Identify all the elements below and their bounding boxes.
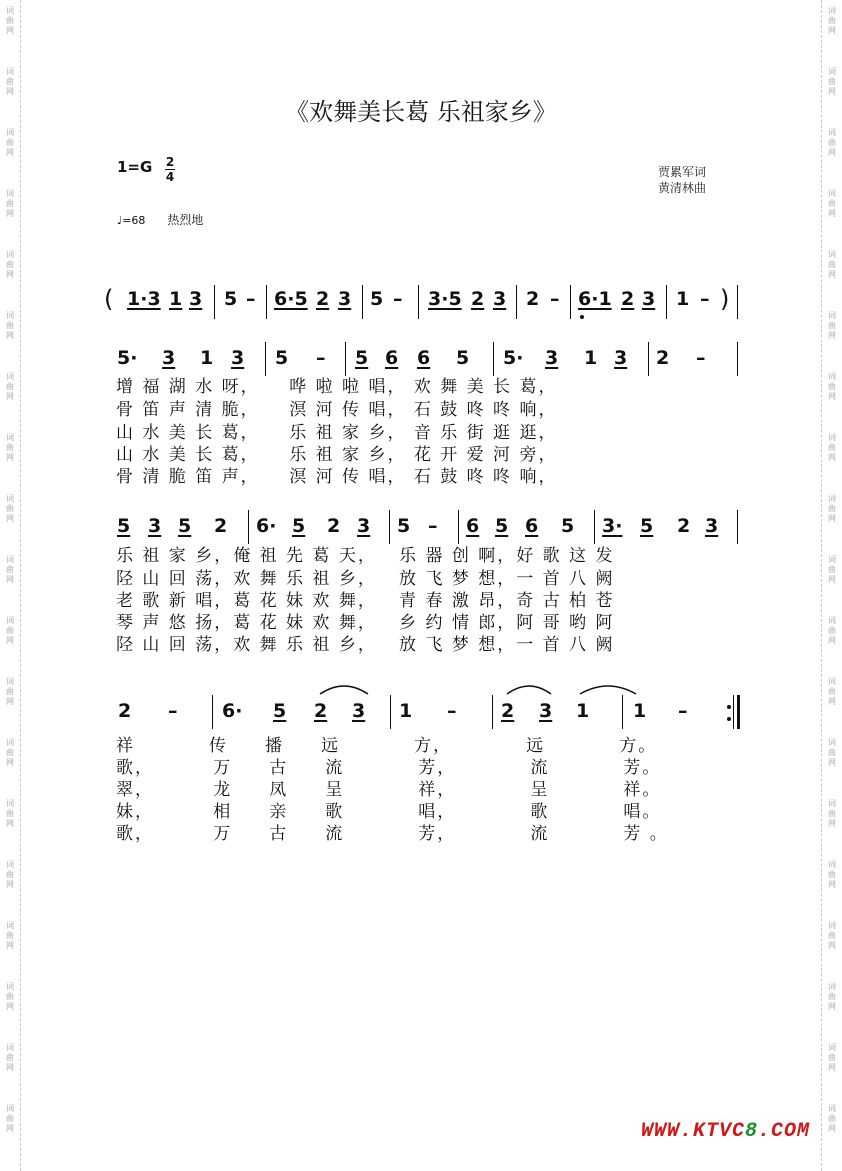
lyric-verse-4: 山 水 美 长 葛， 乐 祖 家 乡， 花 开 爱 河 旁，	[116, 445, 558, 465]
lyric-verse-3: 老 歌 新 唱，葛 花 妹 欢 舞， 青 春 激 昂，奇 古 柏 苍	[116, 591, 615, 611]
watermark-text: 词 曲 网	[828, 311, 836, 340]
watermark-text: 词 曲 网	[6, 6, 14, 35]
note: 6·	[256, 515, 277, 537]
watermark-text: 词 曲 网	[6, 250, 14, 279]
tempo-line	[117, 211, 203, 228]
mood-mark: 热烈地	[167, 213, 204, 227]
note: 3	[162, 347, 176, 369]
lyric-verse-1: 祥 传 播 远 方， 远 方。	[116, 736, 658, 756]
intro-staff	[0, 285, 842, 325]
note: 2	[621, 288, 635, 310]
watermark-text: 词 曲 网	[6, 1043, 14, 1072]
site-url-part: WWW.KTVC	[640, 1120, 745, 1143]
time-signature-bottom: 4	[165, 170, 175, 184]
watermark-text: 词 曲 网	[6, 738, 14, 767]
tempo-mark: ♩=68	[117, 214, 146, 227]
watermark-text: 词 曲 网	[828, 128, 836, 157]
note: 1	[200, 347, 214, 369]
watermark-text: 词 曲 网	[828, 189, 836, 218]
note: 6	[466, 515, 480, 537]
watermark-text: 词 曲 网	[828, 250, 836, 279]
note: 5	[561, 515, 575, 537]
final-barline	[737, 695, 740, 729]
watermark-text: 词 曲 网	[6, 616, 14, 645]
note: 1	[584, 347, 598, 369]
note: 5·	[503, 347, 524, 369]
note: 1·3	[127, 288, 161, 310]
note: 3	[189, 288, 203, 310]
time-signature-top: 2	[165, 155, 175, 169]
note: –	[696, 347, 706, 369]
barline	[570, 285, 571, 319]
staff-line-2	[0, 510, 842, 550]
watermark-text: 词 曲 网	[6, 921, 14, 950]
watermark-text: 词 曲 网	[6, 128, 14, 157]
watermark-text: 词 曲 网	[828, 6, 836, 35]
note: –	[246, 288, 256, 310]
watermark-text: 词 曲 网	[828, 494, 836, 523]
barline	[265, 342, 266, 376]
note: 3·5	[428, 288, 462, 310]
lyric-verse-4: 琴 声 悠 扬，葛 花 妹 欢 舞， 乡 约 情 郎，阿 哥 哟 阿	[116, 613, 615, 633]
note: –	[316, 347, 326, 369]
watermark-text: 词 曲 网	[828, 1104, 836, 1133]
watermark-text: 词 曲 网	[828, 677, 836, 706]
watermark-text: 词 曲 网	[828, 1043, 836, 1072]
watermark-text: 词 曲 网	[6, 1104, 14, 1133]
barline	[458, 510, 459, 544]
lyric-verse-5: 歌， 万 古 流 芳， 流 芳 。	[116, 824, 669, 844]
watermark-text: 词 曲 网	[828, 738, 836, 767]
watermark-text: 词 曲 网	[828, 372, 836, 401]
note: 2	[526, 288, 540, 310]
note: 2	[316, 288, 330, 310]
note: 5	[117, 515, 131, 537]
barline	[648, 342, 649, 376]
slur-mark	[318, 682, 370, 696]
key-signature: 1=G	[117, 158, 153, 176]
lyric-verse-3: 翠， 龙 凤 呈 祥， 呈 祥。	[116, 780, 662, 800]
note: 5	[640, 515, 654, 537]
watermark-text: 词 曲 网	[6, 555, 14, 584]
site-url-part: 8	[744, 1120, 758, 1143]
note: 5	[495, 515, 509, 537]
watermark-text: 词 曲 网	[6, 67, 14, 96]
note: 1	[633, 700, 647, 722]
barline	[248, 510, 249, 544]
note: 5	[292, 515, 306, 537]
note: –	[428, 515, 438, 537]
note: 1	[576, 700, 590, 722]
note: 2	[327, 515, 341, 537]
note: 6·5	[274, 288, 308, 310]
note: 1	[676, 288, 690, 310]
lyric-verse-2: 骨 笛 声 清 脆， 溟 河 传 唱， 石 鼓 咚 咚 响，	[116, 400, 558, 420]
watermark-text: 词 曲 网	[6, 189, 14, 218]
note: 5	[275, 347, 289, 369]
note: 2	[214, 515, 228, 537]
staff-line-3	[0, 695, 842, 735]
watermark-text: 词 曲 网	[828, 982, 836, 1011]
note: 5	[355, 347, 369, 369]
barline	[493, 342, 494, 376]
barline	[516, 285, 517, 319]
lyric-verse-1: 增 福 湖 水 呀， 哗 啦 啦 唱， 欢 舞 美 长 葛，	[116, 377, 558, 397]
watermark-text: 词 曲 网	[828, 616, 836, 645]
song-title: 《欢舞美长葛 乐祖家乡》	[285, 98, 557, 126]
note: 5	[224, 288, 238, 310]
intro-paren-open: (	[104, 285, 114, 313]
note: 2	[118, 700, 132, 722]
barline	[594, 510, 595, 544]
barline	[214, 285, 215, 319]
note: –	[168, 700, 178, 722]
barline	[622, 695, 623, 729]
barline	[418, 285, 419, 319]
note: 5	[370, 288, 384, 310]
time-signature	[165, 156, 175, 183]
watermark-text: 词 曲 网	[828, 555, 836, 584]
note: 1	[399, 700, 413, 722]
note: 3	[493, 288, 507, 310]
watermark-text: 词 曲 网	[828, 799, 836, 828]
watermark-text: 词 曲 网	[6, 677, 14, 706]
note: 5	[456, 347, 470, 369]
barline	[737, 342, 738, 376]
note: 3	[338, 288, 352, 310]
note: 6·	[222, 700, 243, 722]
note: 3	[231, 347, 245, 369]
note: –	[550, 288, 560, 310]
note: –	[447, 700, 457, 722]
note: 5	[273, 700, 287, 722]
note: –	[678, 700, 688, 722]
repeat-dot	[727, 705, 731, 709]
barline	[492, 695, 493, 729]
barline	[389, 510, 390, 544]
lyric-verse-1: 乐 祖 家 乡，俺 祖 先 葛 天， 乐 器 创 啊，好 歌 这 发	[116, 546, 615, 566]
lyric-verse-5: 陉 山 回 荡，欢 舞 乐 祖 乡， 放 飞 梦 想，一 首 八 阙	[116, 635, 615, 655]
note: 2	[656, 347, 670, 369]
barline	[390, 695, 391, 729]
note: 3	[539, 700, 553, 722]
note: 3	[705, 515, 719, 537]
note: 2	[501, 700, 515, 722]
watermark-text: 词 曲 网	[828, 67, 836, 96]
barline	[733, 695, 734, 729]
watermark-text: 词 曲 网	[6, 494, 14, 523]
note: 2	[677, 515, 691, 537]
note: 3	[352, 700, 366, 722]
note: 2	[471, 288, 485, 310]
lyric-verse-4: 妹， 相 亲 歌 唱， 歌 唱。	[116, 802, 662, 822]
lyric-verse-2: 歌， 万 古 流 芳， 流 芳。	[116, 758, 662, 778]
watermark-text: 词 曲 网	[6, 982, 14, 1011]
lyric-verse-5: 骨 清 脆 笛 声， 溟 河 传 唱， 石 鼓 咚 咚 响，	[116, 467, 558, 487]
watermark-text: 词 曲 网	[828, 921, 836, 950]
lyricist-credit: 贾累军词	[658, 165, 707, 179]
note: 3	[357, 515, 371, 537]
watermark-text: 词 曲 网	[6, 433, 14, 462]
barline	[212, 695, 213, 729]
watermark-text: 词 曲 网	[828, 433, 836, 462]
note: –	[700, 288, 710, 310]
note: 3	[545, 347, 559, 369]
watermark-text: 词 曲 网	[6, 372, 14, 401]
barline	[362, 285, 363, 319]
note: 3	[642, 288, 656, 310]
note: 1	[169, 288, 183, 310]
note: 3	[614, 347, 628, 369]
note: 6	[525, 515, 539, 537]
site-url-part: .COM	[757, 1120, 810, 1143]
lyric-verse-3: 山 水 美 长 葛， 乐 祖 家 乡， 音 乐 街 逛 逛，	[116, 423, 558, 443]
note: 6·1	[578, 288, 612, 310]
slur-mark	[505, 682, 553, 696]
composer-credit: 黄清林曲	[658, 181, 707, 195]
tie-mark	[578, 682, 638, 696]
note: 3·	[602, 515, 623, 537]
note: 6	[385, 347, 399, 369]
note: 2	[314, 700, 328, 722]
note: 6	[417, 347, 431, 369]
note: 5	[178, 515, 192, 537]
watermark-text: 词 曲 网	[6, 860, 14, 889]
site-url-logo	[641, 1120, 810, 1143]
note: 5·	[117, 347, 138, 369]
repeat-dot	[727, 717, 731, 721]
barline	[666, 285, 667, 319]
lyric-verse-2: 陉 山 回 荡，欢 舞 乐 祖 乡， 放 飞 梦 想，一 首 八 阙	[116, 569, 615, 589]
watermark-text: 词 曲 网	[6, 799, 14, 828]
barline	[737, 285, 738, 319]
low-octave-dot	[580, 315, 584, 319]
note: 5	[397, 515, 411, 537]
note: 3	[148, 515, 162, 537]
barline	[345, 342, 346, 376]
watermark-text: 词 曲 网	[828, 860, 836, 889]
intro-paren-close: )	[720, 285, 730, 313]
note: –	[393, 288, 403, 310]
barline	[266, 285, 267, 319]
barline	[737, 510, 738, 544]
watermark-text: 词 曲 网	[6, 311, 14, 340]
